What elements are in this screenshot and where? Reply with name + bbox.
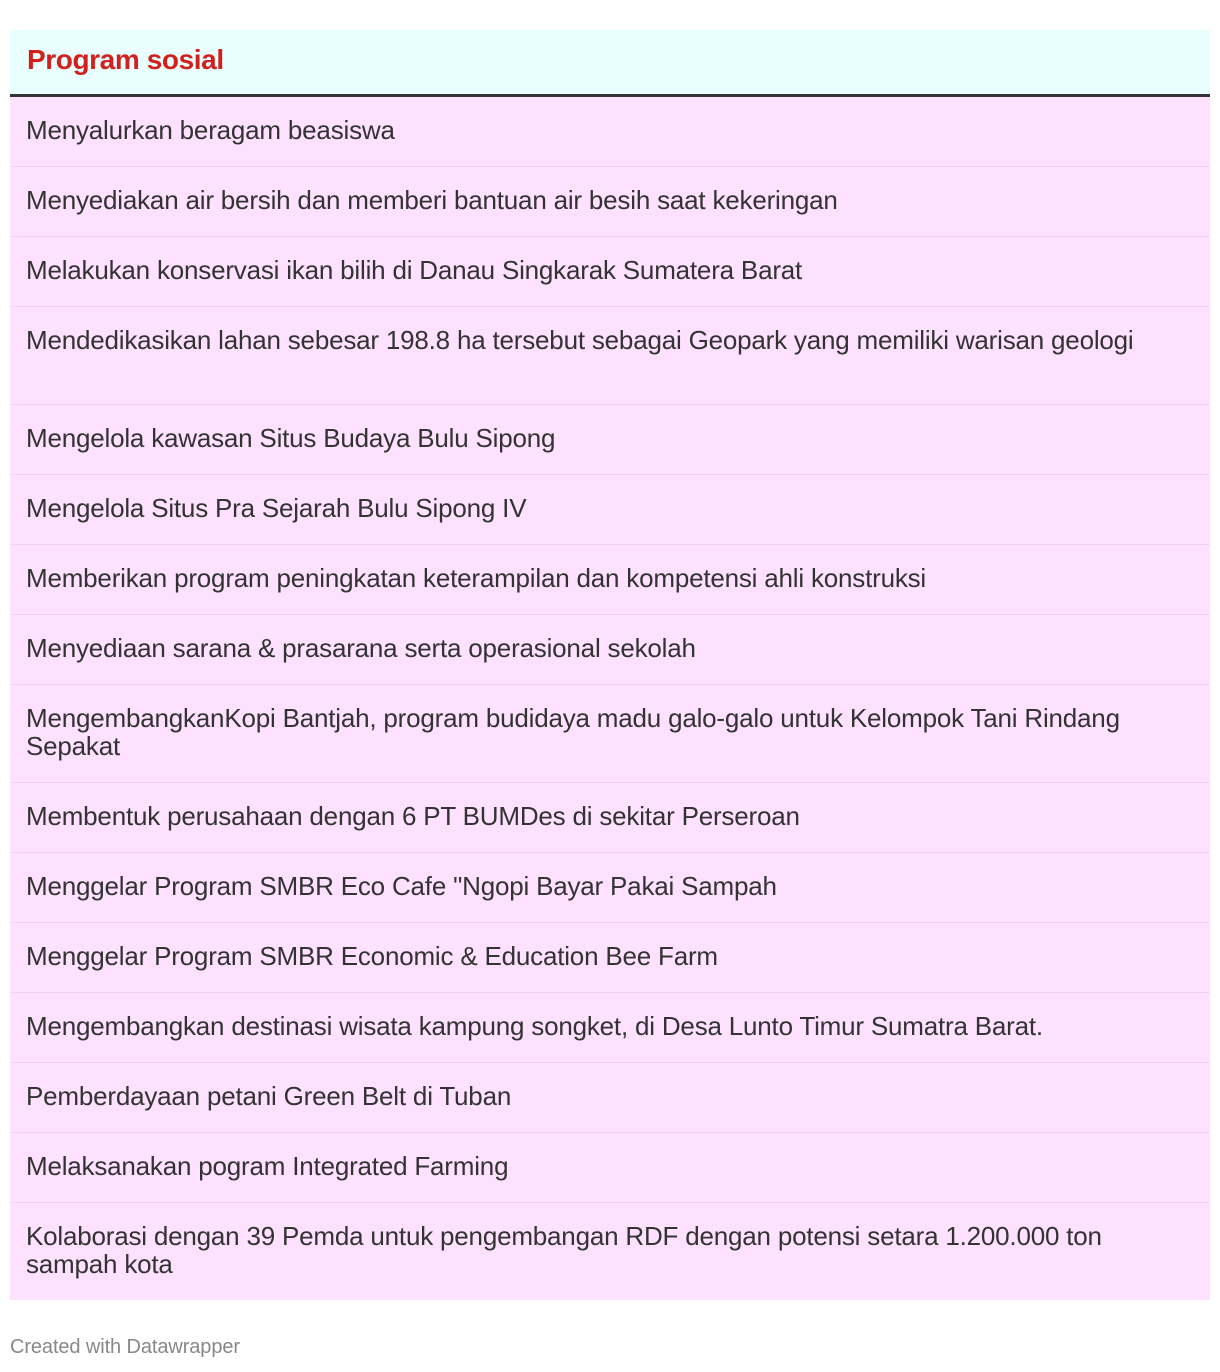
table-row: Mendedikasikan lahan sebesar 198.8 ha tersebut sebagai Geopark yang memiliki warisan geologi <box>10 307 1210 405</box>
table-header <box>10 30 1210 97</box>
table-row: Melakukan konservasi ikan bilih di Danau Singkarak Sumatera Barat <box>10 237 1210 307</box>
table-row: Mengelola Situs Pra Sejarah Bulu Sipong IV <box>10 475 1210 545</box>
table-row: Menggelar Program SMBR Economic & Education Bee Farm <box>10 923 1210 993</box>
table-row: Mengelola kawasan Situs Budaya Bulu Sipong <box>10 405 1210 475</box>
table-row: MengembangkanKopi Bantjah, program budidaya madu galo-galo untuk Kelompok Tani Rindang Sepakat <box>10 685 1210 783</box>
table-row: Memberikan program peningkatan keterampilan dan kompetensi ahli konstruksi <box>10 545 1210 615</box>
table-body <box>10 97 1210 1300</box>
table-row: Menyediakan air bersih dan memberi bantuan air besih saat kekeringan <box>10 167 1210 237</box>
program-table <box>10 30 1210 1300</box>
table-row: Mengembangkan destinasi wisata kampung songket, di Desa Lunto Timur Sumatra Barat. <box>10 993 1210 1063</box>
table-row: Kolaborasi dengan 39 Pemda untuk pengembangan RDF dengan potensi setara 1.200.000 ton sampah kota <box>26 1221 1102 1279</box>
table-row: Pemberdayaan petani Green Belt di Tuban <box>10 1063 1210 1133</box>
table-row: Menggelar Program SMBR Eco Cafe "Ngopi Bayar Pakai Sampah <box>10 853 1210 923</box>
table-row: Membentuk perusahaan dengan 6 PT BUMDes di sekitar Perseroan <box>10 783 1210 853</box>
table-row: Menyalurkan beragam beasiswa <box>10 97 1210 167</box>
table-row: Melaksanakan pogram Integrated Farming <box>10 1133 1210 1203</box>
datawrapper-credit: Created with Datawrapper <box>10 1336 240 1358</box>
table-row: Menyediaan sarana & prasarana serta operasional sekolah <box>10 615 1210 685</box>
column-header-program-sosial: Program sosial <box>27 44 224 75</box>
